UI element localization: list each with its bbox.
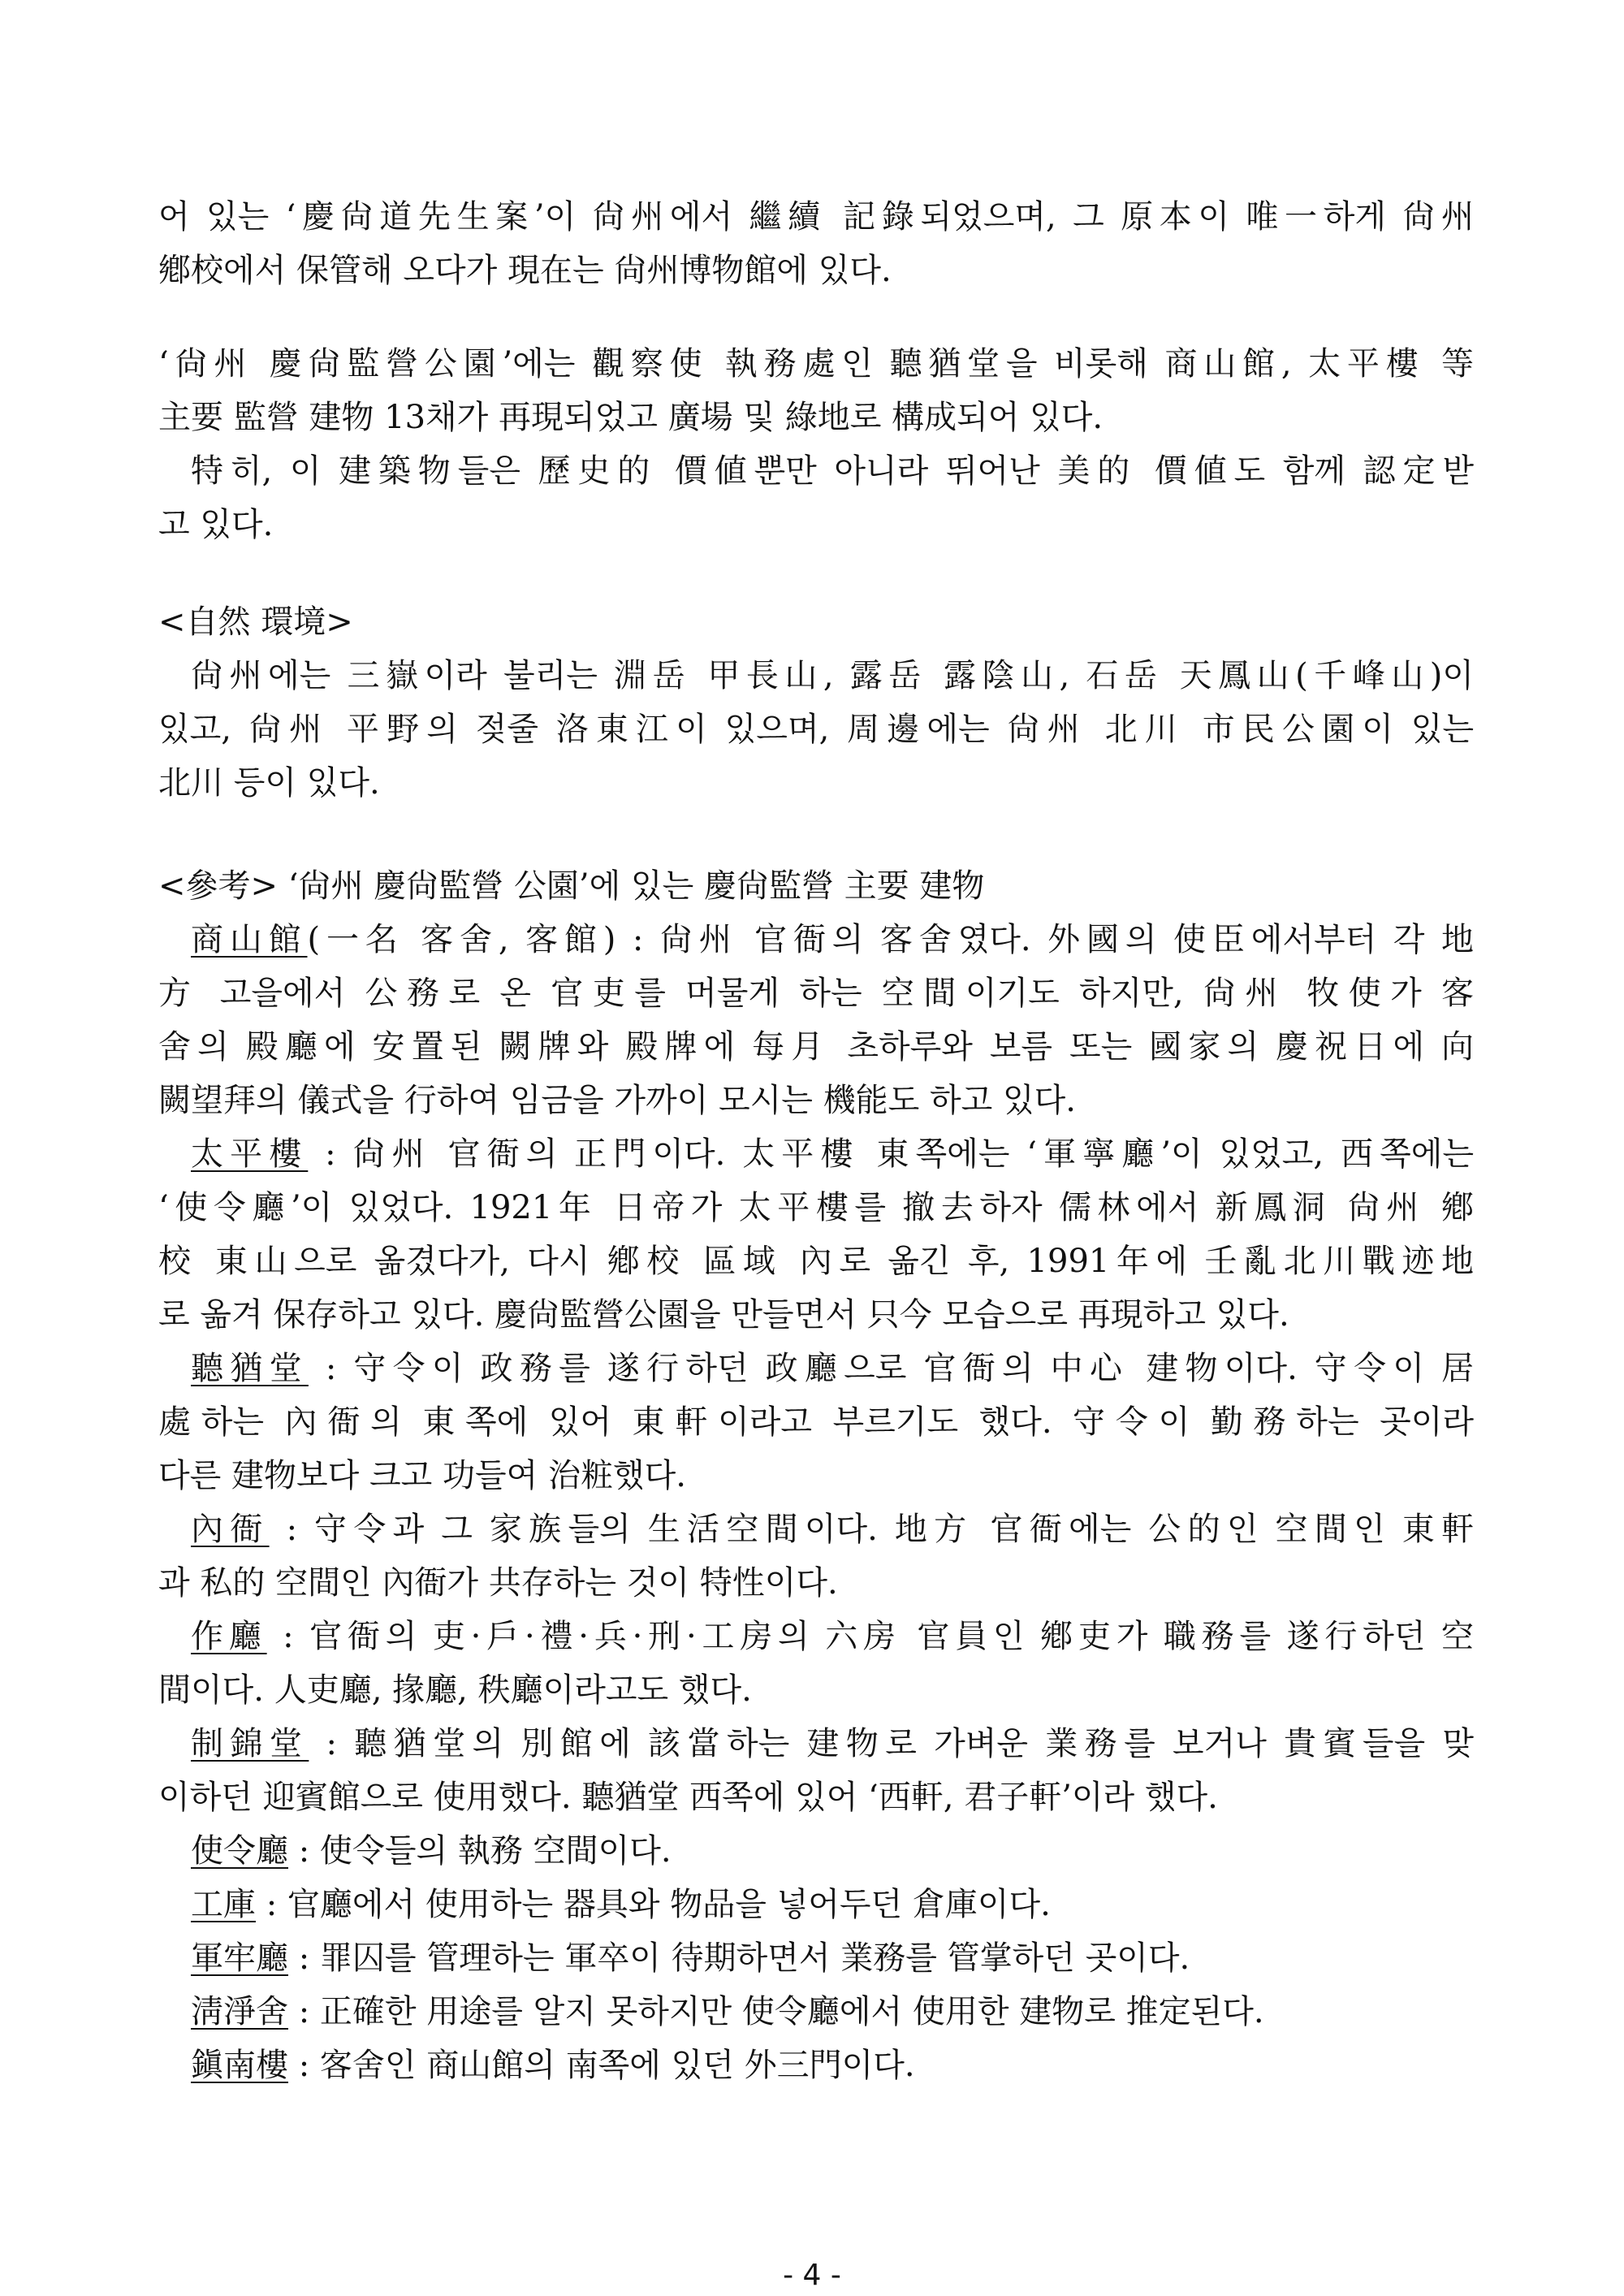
entry-term: 內衙: [191, 1511, 270, 1548]
park-paragraph: [158, 337, 1474, 551]
text-line: 北川 등이 있다.: [158, 764, 380, 802]
text-line: 特히, 이 建築物들은 歷史的 價値뿐만 아니라 뛰어난 美的 價値도 함께 認定받: [191, 452, 1474, 490]
entry-text: : 使令들의 執務 空間이다.: [288, 1832, 672, 1870]
text-line: 어 있는 ‘慶尙道先生案’이 尙州에서 繼續 記錄되었으며, 그 原本이 唯一하게 尙州: [158, 198, 1474, 236]
entry-text: : 正確한 用途를 알지 못하지만 使令廳에서 使用한 建物로 推定된다.: [288, 1993, 1264, 2030]
text-line: 이하던 迎賓館으로 使用했다. 聽猶堂 西쪽에 있어 ‘西軒, 君子軒’이라 했다.: [158, 1779, 1218, 1816]
entry-term: 制錦堂: [191, 1725, 309, 1762]
entry-text: (一名 客舍, 客館) : 尙州 官衙의 客舍였다. 外國의 使臣에서부터 각 地: [307, 921, 1474, 958]
entry-text: : 守令과 그 家族들의 生活空間이다. 地方 官衙에는 公的인 空間인 東軒: [269, 1511, 1474, 1548]
text-line: 舍의 殿廳에 安置된 闕牌와 殿牌에 每月 초하루와 보름 또는 國家의 慶祝日에 向: [158, 1028, 1474, 1066]
entry-text: : 官廳에서 使用하는 器具와 物品을 넣어두던 倉庫이다.: [256, 1886, 1051, 1923]
text-line: 다른 建物보다 크고 功들여 治粧했다.: [158, 1457, 686, 1494]
entry-gonggo: [158, 1878, 1474, 1931]
entry-text: : 官衙의 吏·戶·禮·兵·刑·工房의 六房 官員인 鄕吏가 職務를 遂行하던 空: [266, 1618, 1475, 1655]
section-heading: <參考> ‘尙州 慶尙監營 公園’에 있는 慶尙監營 主要 建物: [158, 867, 985, 905]
text-line: 있고, 尙州 平野의 젖줄 洛東江이 있으며, 周邊에는 尙州 北川 市民公園이 있는: [158, 711, 1474, 748]
entry-gunroe: [158, 1931, 1474, 1985]
entry-term: 使令廳: [191, 1832, 288, 1870]
entry-term: 軍牢廳: [191, 1939, 288, 1977]
entry-term: 聽猶堂: [191, 1350, 309, 1387]
entry-jegeum: [158, 1717, 1474, 1771]
entry-sangsan: [158, 913, 1474, 966]
entry-naea: [158, 1503, 1474, 1556]
entry-term: 工庫: [191, 1886, 256, 1923]
text-line: 로 옮겨 保存하고 있다. 慶尙監營公園을 만들면서 只今 모습으로 再現하고 있다.: [158, 1296, 1289, 1334]
entry-text: : 守令이 政務를 遂行하던 政廳으로 官衙의 中心 建物이다. 守令이 居: [308, 1350, 1474, 1387]
text-line: 고 있다.: [158, 506, 274, 543]
nature-section: [158, 595, 1474, 810]
section-heading: <自然 環境>: [158, 603, 353, 641]
text-line: ‘使令廳’이 있었다. 1921年 日帝가 太平樓를 撤去하자 儒林에서 新鳳洞 尙州 鄕: [158, 1189, 1474, 1226]
text-line: 闕望拜의 儀式을 行하여 임금을 가까이 모시는 機能도 하고 있다.: [158, 1082, 1076, 1119]
entry-taepyeong: [158, 1127, 1474, 1181]
text-line: 과 私的 空間인 內衙가 共存하는 것이 特性이다.: [158, 1564, 838, 1602]
text-line: 間이다. 人吏廳, 掾廳, 秩廳이라고도 했다.: [158, 1671, 752, 1709]
entry-text: : 罪囚를 管理하는 軍卒이 待期하면서 業務를 管掌하던 곳이다.: [288, 1939, 1190, 1977]
text-line: 尙州에는 三嶽이라 불리는 淵岳 甲長山, 露岳 露陰山, 石岳 天鳳山(千峰山)이: [191, 657, 1474, 694]
entry-term: 太平樓: [191, 1135, 309, 1173]
entry-text: : 尙州 官衙의 正門이다. 太平樓 東쪽에는 ‘軍寧廳’이 있었고, 西쪽에는: [308, 1135, 1475, 1173]
entry-jakcheong: [158, 1610, 1474, 1663]
entry-text: : 聽猶堂의 別館에 該當하는 建物로 가벼운 業務를 보거나 貴賓들을 맞: [309, 1725, 1474, 1762]
text-line: 處하는 內衙의 東쪽에 있어 東軒이라고 부르기도 했다. 守令이 勤務하는 곳이라: [158, 1403, 1474, 1441]
entry-term: 淸淨舍: [191, 1993, 288, 2030]
reference-section: [158, 859, 1474, 2092]
text-line: ‘尙州 慶尙監營公園’에는 觀察使 執務處인 聽猶堂을 비롯해 商山館, 太平樓 等: [158, 345, 1474, 383]
text-line: 方 고을에서 公務로 온 官吏를 머물게 하는 空間이기도 하지만, 尙州 牧使가 客: [158, 975, 1474, 1012]
text-line: 校 東山으로 옮겼다가, 다시 鄕校 區域 內로 옮긴 후, 1991年에 壬亂北川戰迹地: [158, 1243, 1474, 1280]
page-number: - 4 -: [783, 2259, 841, 2292]
entry-cheongjeong: [158, 1985, 1474, 2039]
entry-cheongyu: [158, 1342, 1474, 1395]
text-line: 主要 監營 建物 13채가 再現되었고 廣場 및 綠地로 構成되어 있다.: [158, 399, 1104, 436]
entry-term: 商山館: [191, 921, 308, 958]
text-line: 鄕校에서 保管해 오다가 現在는 尙州博物館에 있다.: [158, 252, 892, 289]
entry-jinnam: [158, 2039, 1474, 2092]
entry-text: : 客舍인 商山館의 南쪽에 있던 外三門이다.: [288, 2047, 915, 2084]
intro-paragraph: [158, 190, 1474, 297]
entry-saryeong: [158, 1824, 1474, 1878]
entry-term: 鎭南樓: [191, 2047, 288, 2084]
entry-term: 作廳: [191, 1618, 267, 1655]
